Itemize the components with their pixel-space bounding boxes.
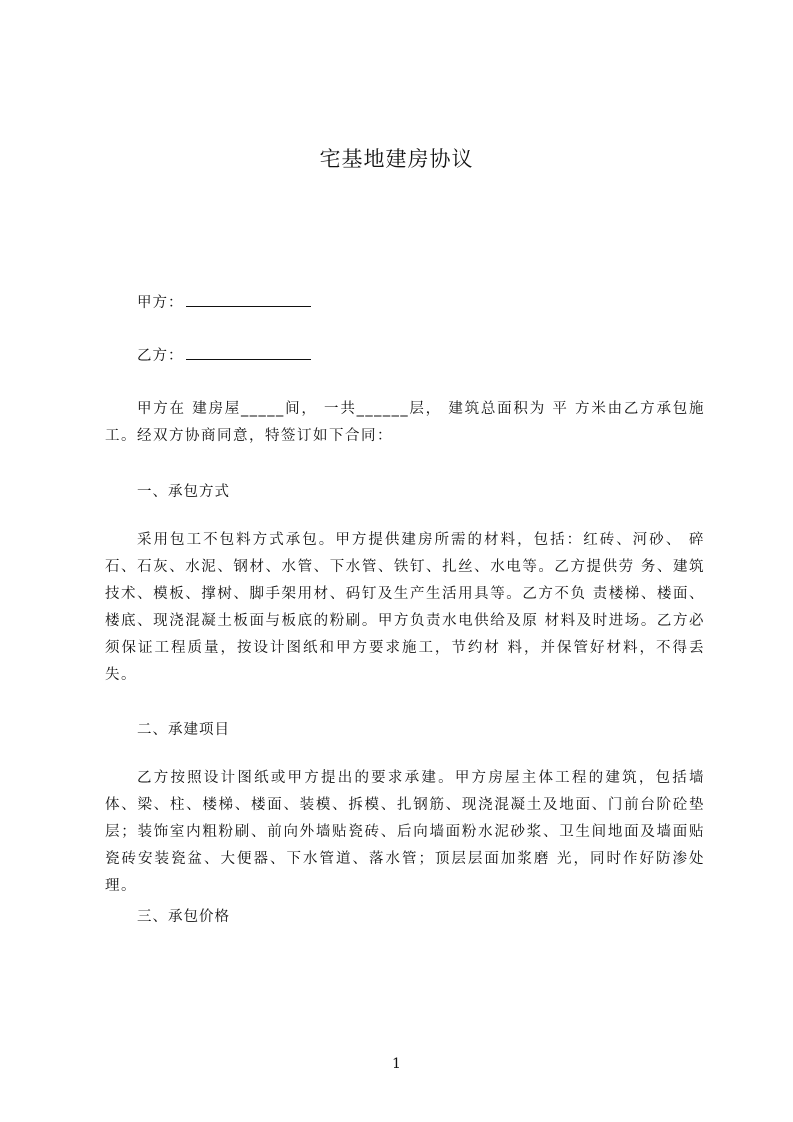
section-body-contract-method: 采用包工不包料方式承包。甲方提供建房所需的材料，包括：红砖、河砂、 碎石、石灰、水泥、钢材、水管、下水管、铁钉、扎丝、水电等。乙方提供劳 务、建筑技术、模板、撑树、脚手架用材、码钉及生产生活用具等。乙方不负 责楼梯、楼面、楼底、现浇混凝土板面与板底的粉刷。甲方负责水电供给及原 材料及时进场。乙方必须保证工程质量，按设计图纸和甲方要求施工，节约材 料，并保管好材料，不得丢失。 [105,532,705,683]
section-body-project-items: 乙方按照设计图纸或甲方提出的要求承建。甲方房屋主体工程的建筑，包括墙体、梁、柱、楼梯、楼面、装模、拆模、扎钢筋、现浇混凝土及地面、门前台阶砼垫层；装饰室内粗粉刷、前向外墙贴瓷砖、后向墙面粉水泥砂浆、卫生间地面及墙面贴瓷砖安装瓷盆、大便器、下水管道、落水管；顶层层面加浆磨 光，同时作好防渗处理。 [105,770,705,894]
party-b-label: 乙方： [137,348,184,364]
intro-paragraph: 甲方在 建房屋_____间， 一共______层， 建筑总面积为 平 方米由乙方承包施工。经双方协商同意，特签订如下合同： [105,401,705,444]
section-heading-contract-method: 一、承包方式 [137,484,230,500]
party-a-line [137,291,311,312]
party-a-blank [186,291,311,307]
party-b-line [137,344,311,365]
section-heading-project-items: 二、承建项目 [137,722,230,738]
document-title: 宅基地建房协议 [319,147,474,171]
section-heading-contract-price: 三、承包价格 [137,909,230,925]
party-a-label: 甲方： [137,295,184,311]
party-b-blank [186,344,311,360]
page-number: 1 [392,1056,401,1072]
